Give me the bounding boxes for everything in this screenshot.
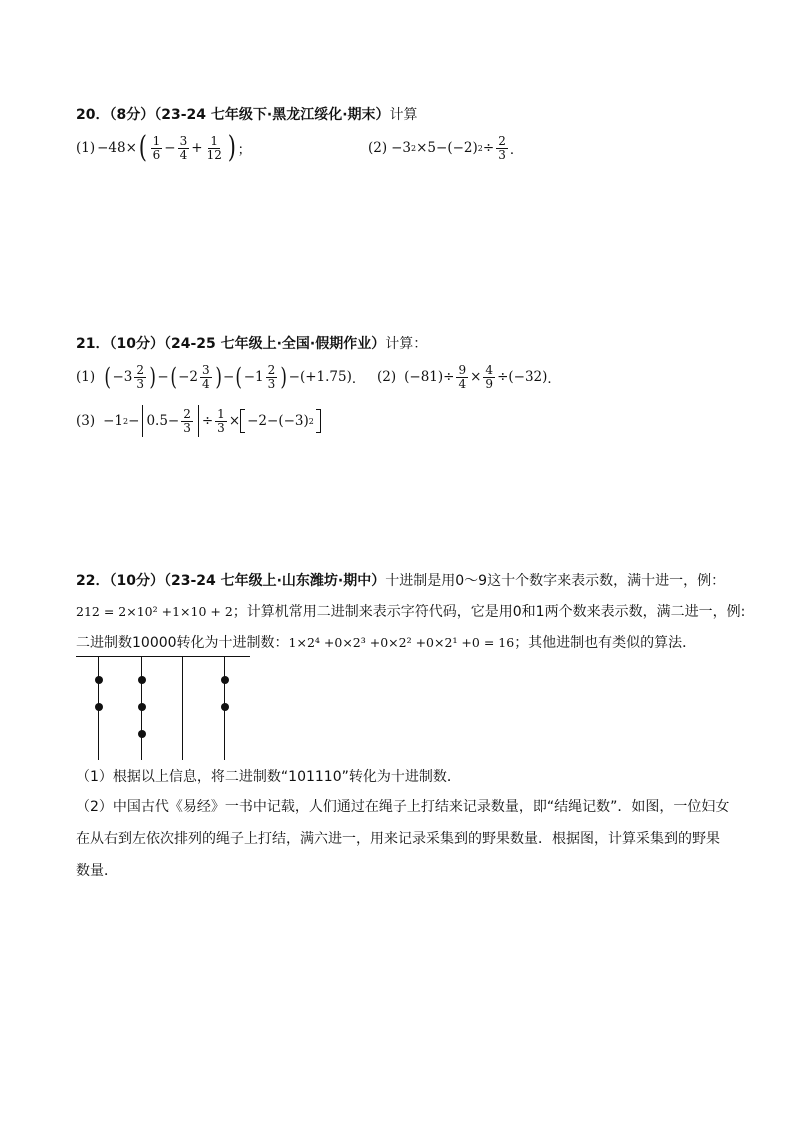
rope-3 — [182, 657, 183, 760]
q22-line1: 22．（10分）（23-24 七年级上·山东潍坊·期中）十进制是用0～9这十个数字来表示数，满十进一，例： — [76, 573, 726, 589]
q22-part2-line2: 在从右到左依次排列的绳子上打结，满六进一，用来记录采集到的野果数量．根据图，计算采集到的野果 — [76, 831, 720, 847]
q21-part2: (2) (−81)÷ $\frac{9}{4}$ × $\frac{4}{9}$ ÷(−32) ． — [377, 362, 561, 391]
knot — [138, 703, 146, 711]
knot — [95, 703, 103, 711]
q22-line2: 212 = 2×10² +1×10 + 2；计算机常用二进制来表示字符代码，它是用0和1两个数来表示数，满二进一，例: — [76, 604, 746, 620]
knotted-rope-figure — [76, 656, 252, 762]
q21-part3: (3) −1 2 − 0.5− $\frac{2}{3}$ ÷ $\frac{1}{3}$ × −2−(−3) 2 — [76, 402, 321, 440]
q20-part2: (2) −3 2 ×5−(−2) 2 ÷ $\frac{2}{3}$ ． — [368, 133, 524, 162]
q21-header: 21．（10分）（24-25 七年级上·全国·假期作业）计算： — [76, 336, 428, 352]
q21-part1: (1) ( −3 $\frac{2}{3}$ ) − ( −2 $\frac{3}{4}$ ) − ( −1 $\frac{2}{3}$ ) − (+1.75) ． — [76, 362, 366, 391]
q20-header: 20．（8分）（23-24 七年级下·黑龙江绥化·期末）计算 — [76, 107, 418, 123]
knot — [95, 676, 103, 684]
q22-part1: （1）根据以上信息，将二进制数“101110”转化为十进制数． — [76, 769, 461, 785]
q22-part2-line1: （2）中国古代《易经》一书中记载，人们通过在绳子上打结来记录数量，即“结绳记数”．如图，一位妇女 — [76, 799, 730, 815]
knot — [221, 703, 229, 711]
q22-line3: 二进制数10000转化为十进制数：1×2⁴ +0×2³ +0×2² +0×2¹ +0 = 16；其他进制也有类似的算法． — [76, 635, 697, 651]
knot — [221, 676, 229, 684]
q20-part1: (1) −48× ( $\frac{1}{6}$ − $\frac{3}{4}$ + $\frac{1}{12}$ ) ； — [76, 130, 252, 165]
knot — [138, 676, 146, 684]
knot — [138, 730, 146, 738]
q22-part2-line3: 数量． — [76, 863, 118, 879]
